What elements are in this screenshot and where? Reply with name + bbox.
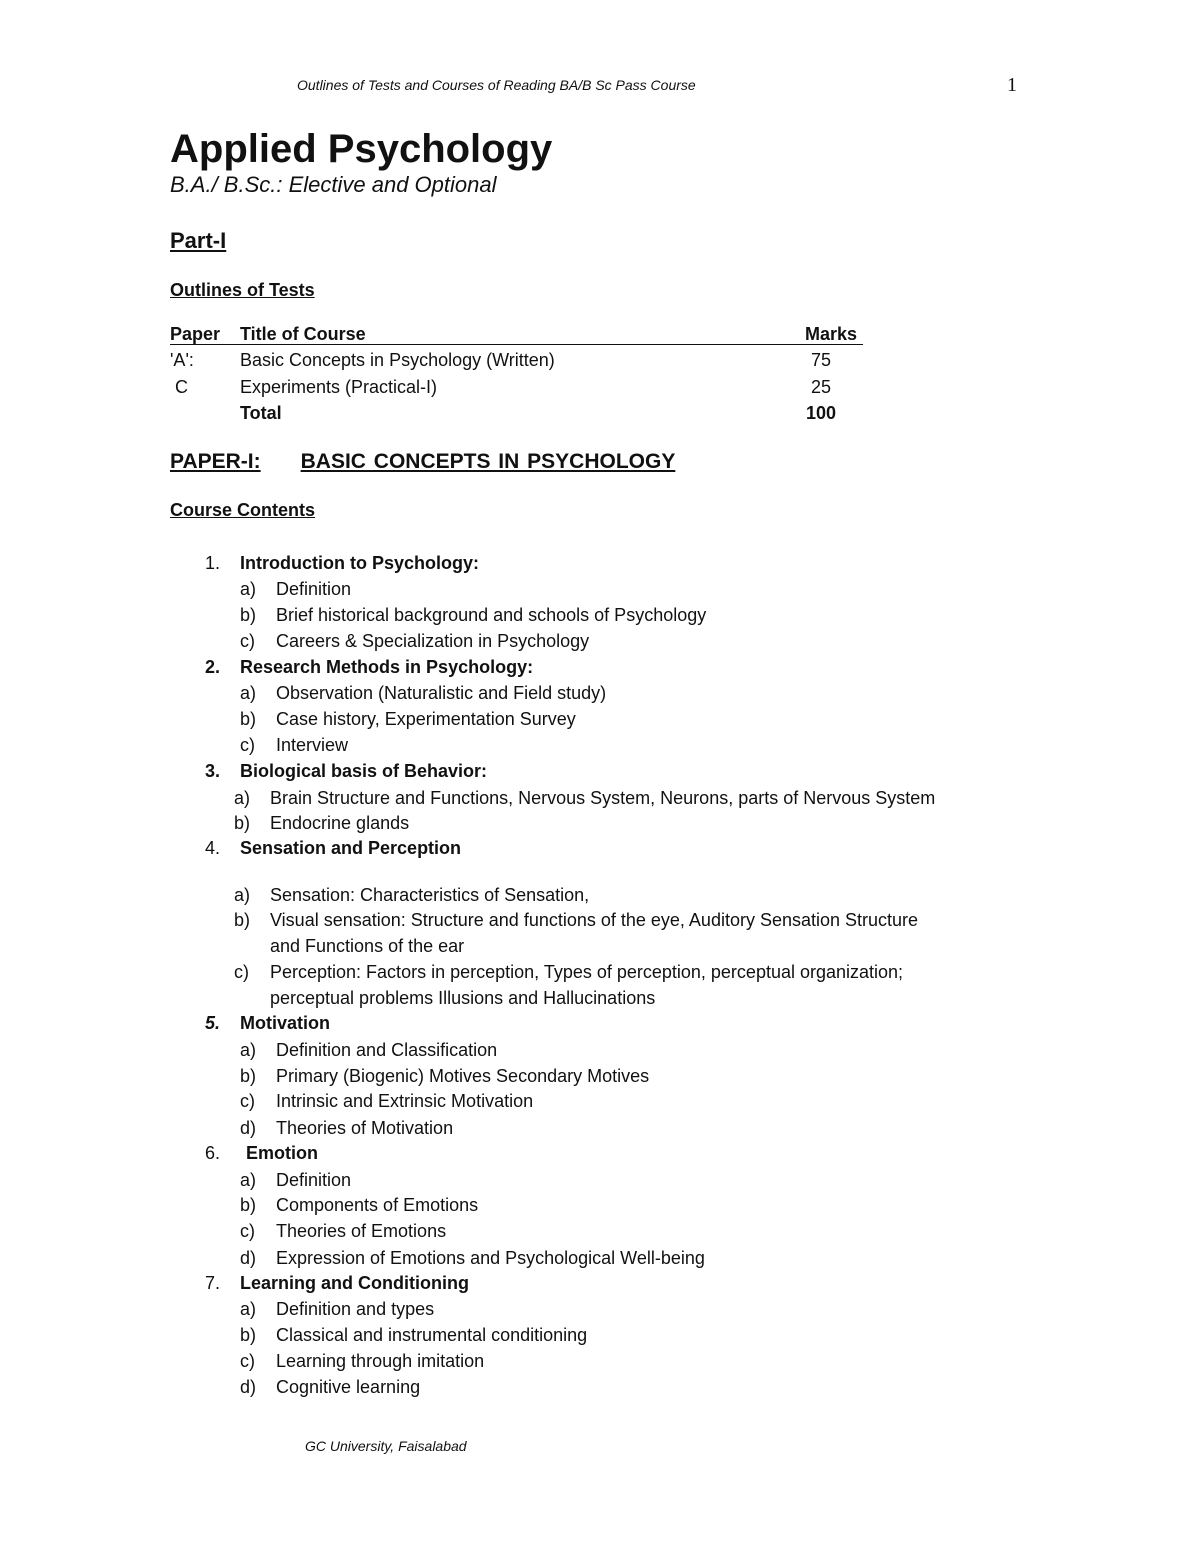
paper-title: BASIC CONCEPTS IN PSYCHOLOGY [300,450,676,473]
item-text: Brain Structure and Functions, Nervous System, Neurons, parts of Nervous System [270,788,936,808]
item-text: Visual sensation: Structure and functions of the eye, Auditory Sensation Structure [270,910,919,930]
item-letter: b) [240,1195,257,1215]
item-letter: a) [234,788,251,808]
item-letter: d) [240,1377,257,1397]
table-cell-title: Experiments (Practical-I) [240,377,438,397]
item-text: Interview [276,735,349,755]
item-text: Theories of Emotions [276,1221,447,1241]
item-letter: a) [240,1170,257,1190]
item-text: Primary (Biogenic) Motives Secondary Motives [276,1066,650,1086]
item-text: Definition and types [276,1299,435,1319]
item-text: Definition [276,579,352,599]
table-header-paper: Paper [170,324,221,344]
item-letter: c) [240,631,255,651]
item-letter: a) [234,885,251,905]
table-cell-paper: C [175,377,188,397]
table-cell-marks: 25 [811,377,832,397]
running-header: Outlines of Tests and Courses of Reading BA/B Sc Pass Course [297,77,696,93]
topic-title: Research Methods in Psychology: [240,657,534,677]
document-subtitle: B.A./ B.Sc.: Elective and Optional [170,172,497,197]
item-letter: a) [240,1299,257,1319]
item-text: Careers & Specialization in Psychology [276,631,590,651]
page-footer: GC University, Faisalabad [305,1438,467,1454]
item-text: Classical and instrumental conditioning [276,1325,588,1345]
item-text: Learning through imitation [276,1351,485,1371]
item-text: Intrinsic and Extrinsic Motivation [276,1091,534,1111]
topic-number: 4. [205,838,221,858]
topic-title: Emotion [246,1143,318,1163]
item-text: Definition [276,1170,352,1190]
item-text: Components of Emotions [276,1195,479,1215]
item-letter: a) [240,683,257,703]
item-letter: c) [240,1091,255,1111]
item-letter: d) [240,1118,257,1138]
item-letter: c) [234,962,249,982]
item-letter: a) [240,579,257,599]
table-header-title: Title of Course [240,324,366,344]
item-text: Case history, Experimentation Survey [276,709,576,729]
outlines-heading: Outlines of Tests [170,280,315,300]
topic-number: 1. [205,553,221,573]
item-letter: c) [240,1221,255,1241]
item-letter: d) [240,1248,257,1268]
item-text: Observation (Naturalistic and Field study) [276,683,607,703]
paper-label: PAPER-I: [170,450,261,473]
topic-number: 6. [205,1143,221,1163]
table-cell-paper: 'A': [170,350,194,370]
table-header-marks: Marks [805,324,858,344]
topic-title: Motivation [240,1013,330,1033]
item-letter: a) [240,1040,257,1060]
topic-title: Introduction to Psychology: [240,553,479,573]
item-text: Perception: Factors in perception, Types of perception, perceptual organization; [270,962,904,982]
item-text: Cognitive learning [276,1377,421,1397]
topic-title: Sensation and Perception [240,838,462,858]
item-letter: b) [234,910,251,930]
topic-number: 7. [205,1273,221,1293]
item-text-continued: and Functions of the ear [270,936,465,956]
table-total-marks: 100 [806,403,837,423]
topic-number: 3. [205,761,221,781]
page-number: 1 [1007,74,1017,96]
item-letter: c) [240,735,255,755]
item-text: Definition and Classification [276,1040,498,1060]
topic-title: Learning and Conditioning [240,1273,469,1293]
item-text: Brief historical background and schools of Psychology [276,605,707,625]
item-letter: b) [240,1066,257,1086]
item-letter: c) [240,1351,255,1371]
table-total-label: Total [240,403,282,423]
item-text-continued: perceptual problems Illusions and Hallucinations [270,988,656,1008]
item-letter: b) [240,709,257,729]
item-text: Endocrine glands [270,813,410,833]
item-letter: b) [240,605,257,625]
item-text: Sensation: Characteristics of Sensation, [270,885,590,905]
paper-heading [170,450,675,474]
item-letter: b) [240,1325,257,1345]
item-text: Expression of Emotions and Psychological Well-being [276,1248,705,1268]
topic-title: Biological basis of Behavior: [240,761,488,781]
course-contents-heading: Course Contents [170,500,316,520]
topic-number: 2. [205,657,221,677]
topic-number: 5. [205,1013,221,1033]
item-text: Theories of Motivation [276,1118,454,1138]
document-title: Applied Psychology [170,127,553,171]
part-heading: Part-I [170,228,227,253]
table-cell-marks: 75 [811,350,832,370]
table-cell-title: Basic Concepts in Psychology (Written) [240,350,555,370]
item-letter: b) [234,813,251,833]
